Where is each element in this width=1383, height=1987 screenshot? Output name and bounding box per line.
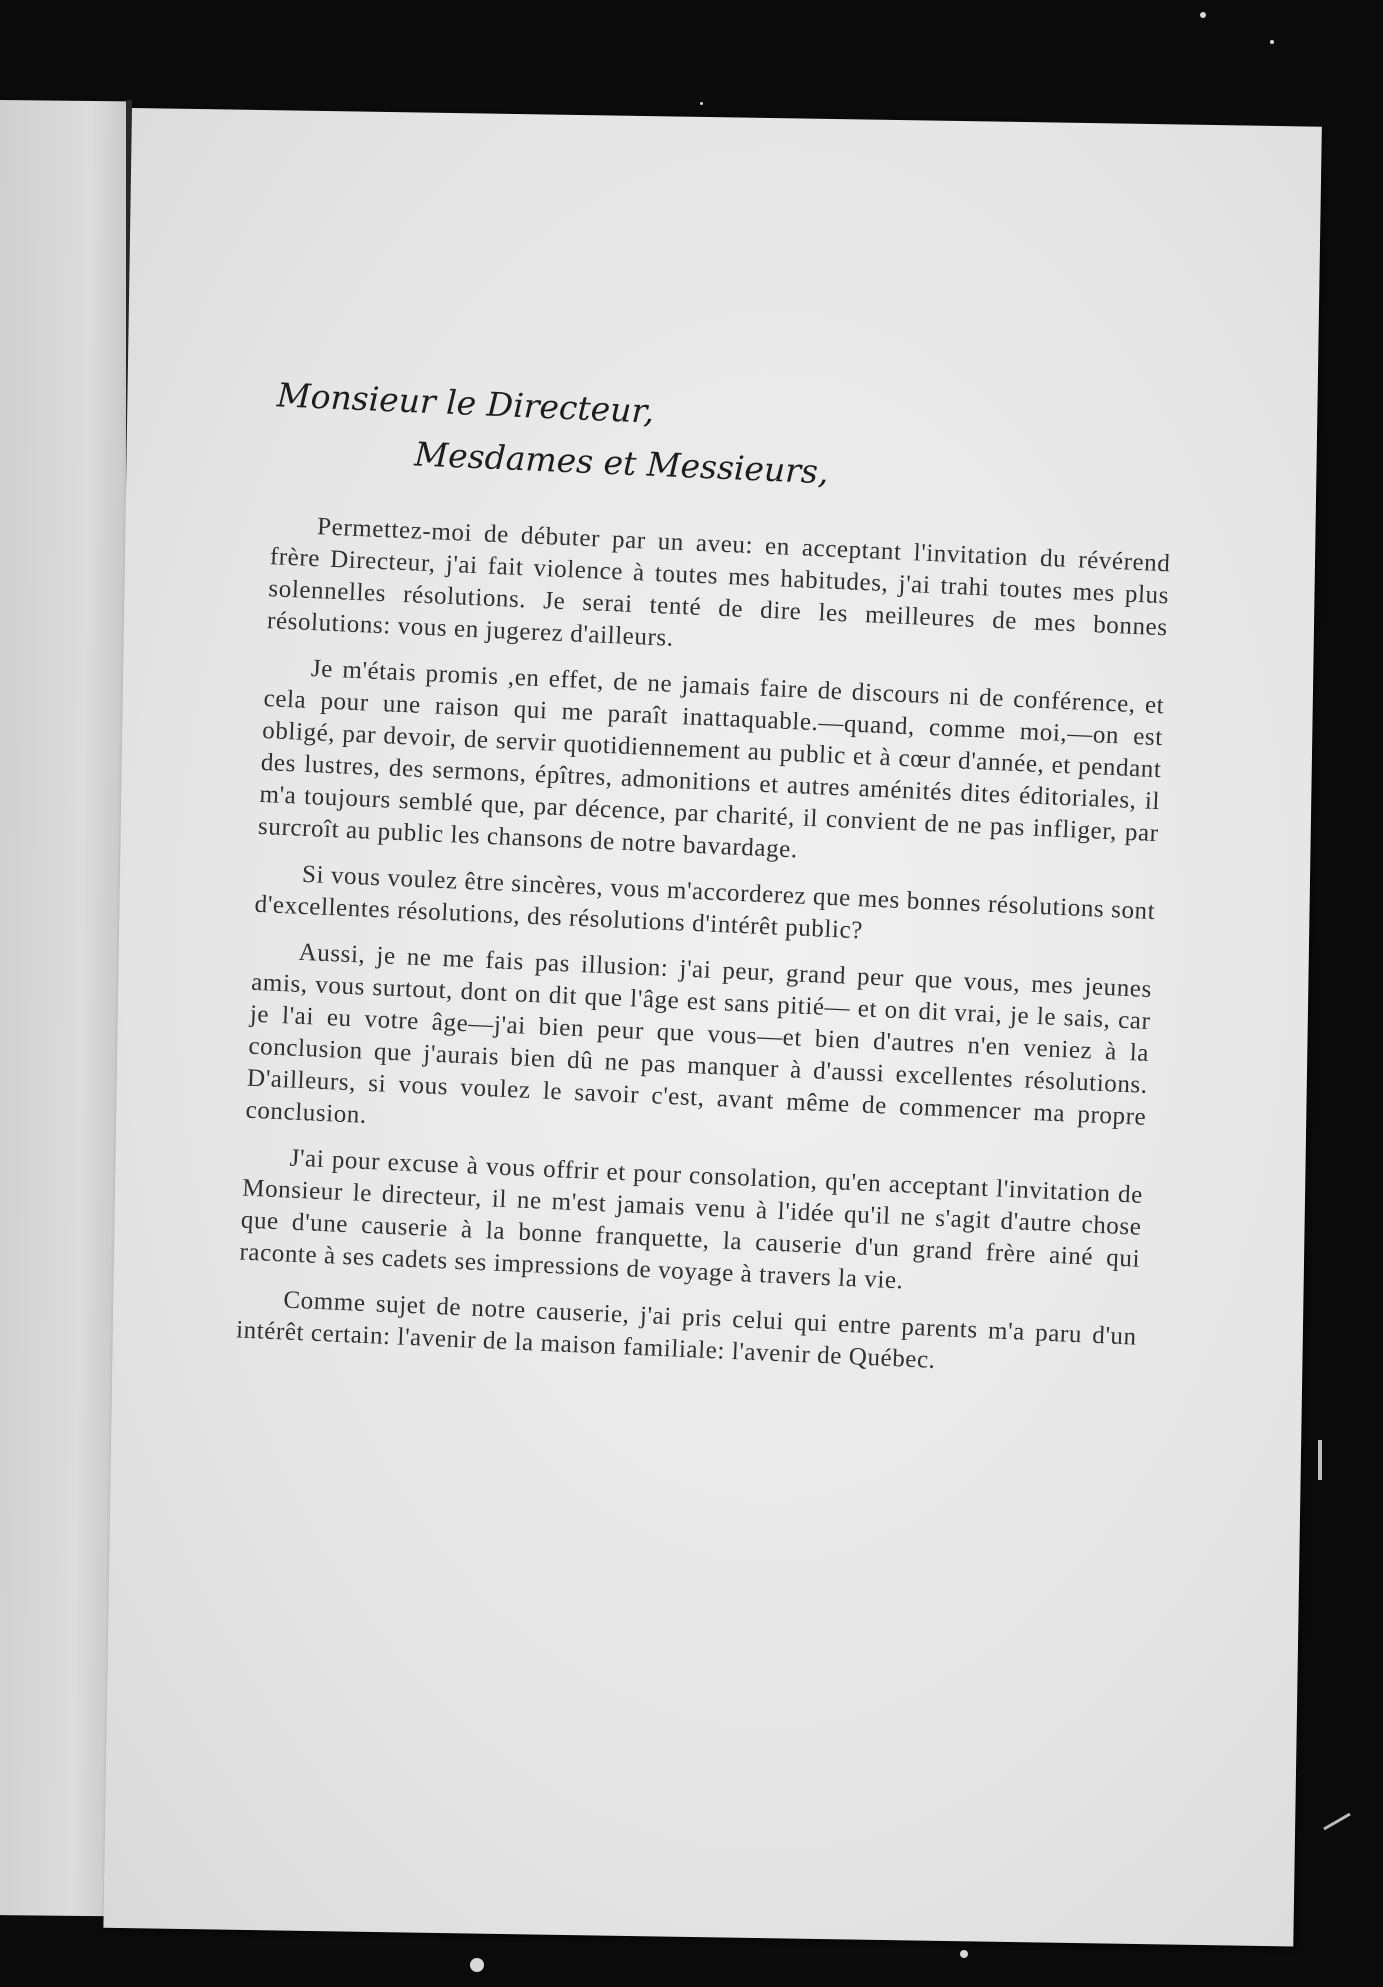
paragraph: Si vous voulez être sincères, vous m'accorderez que mes bonnes résolutions sont d'excellentes résolutions, des résolutions d'intérêt public? <box>254 860 1156 945</box>
paragraph: Permettez-moi de débuter par un aveu: en acceptant l'invitation du révérend frère Directeur, j'ai fait violence à toutes mes habitudes, j'ai trahi toutes mes plus solennelles résolutions. Je serai tenté de dire les meilleures de mes bonnes résolutions: vous en jugerez d'ailleurs. <box>266 513 1172 652</box>
salutation-line-1: Monsieur le Directeur, <box>276 375 655 431</box>
letter-body <box>235 375 1177 1399</box>
dust-speck <box>470 1958 484 1972</box>
dust-speck <box>1200 12 1206 18</box>
dust-speck <box>700 102 703 105</box>
dust-speck <box>1270 40 1274 44</box>
paragraph: Comme sujet de notre causerie, j'ai pris celui qui entre parents m'a paru d'un intérêt certain: l'avenir de la maison familiale: l'avenir de Québec. <box>235 1286 1138 1374</box>
document-page <box>103 108 1321 1946</box>
paragraph: Aussi, je ne me fais pas illusion: j'ai peur, grand peur que vous, mes jeunes amis, vous surtout, dont on dit que l'âge est sans pitié— et on dit vrai, je le sais, car je l'ai eu votre âge—j'ai bien peur que vous—et bien d'autres n'en veniez à la conclusion que j'aurais bien dû ne pas manquer à d'aussi excellentes résolutions. D'ailleurs, si vous voulez le savoir c'est, avant même de commencer ma propre conclusion. <box>245 938 1153 1131</box>
paragraph: J'ai pour excuse à vous offrir et pour consolation, qu'en acceptant l'invitation de Monsieur le directeur, il ne m'est jamais venu à l'idée qu'il ne s'agit d'autre chose que d'une causerie à la bonne franquette, la causerie d'un grand frère ainé qui raconte à ses cadets ses impressions de voyage à travers la vie. <box>238 1144 1144 1295</box>
salutation-line-2: Mesdames et Messieurs, <box>413 434 830 492</box>
scan-artifact <box>1318 1440 1322 1480</box>
scan-artifact <box>1323 1813 1350 1831</box>
dust-speck <box>960 1950 968 1958</box>
paragraph: Je m'étais promis ,en effet, de ne jamais faire de discours ni de conférence, et cela pour une raison qui me paraît inattaquable.—quand, comme moi,—on est obligé, par devoir, de servir quotidiennement au public et à cœur d'année, et pendant des lustres, des sermons, épîtres, admonitions et autres aménités dites éditoriales, il m'a toujours semblé que, par décence, par charité, il convient de ne pas infliger, par surcroît au public les chansons de notre bavardage. <box>257 655 1165 864</box>
